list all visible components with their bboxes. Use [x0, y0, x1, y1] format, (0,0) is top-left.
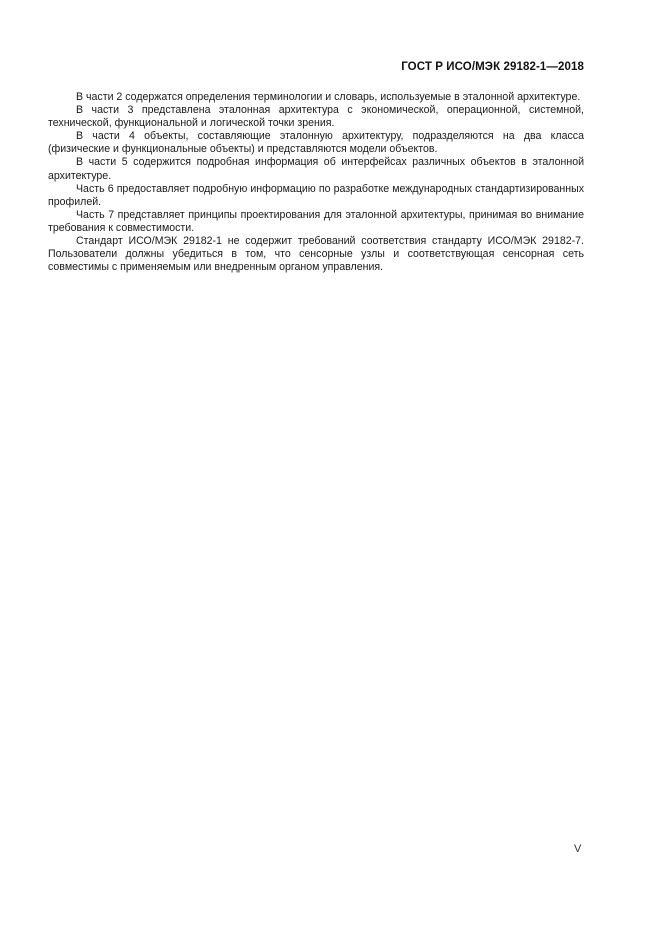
document-header-title: ГОСТ Р ИСО/МЭК 29182-1—2018 [401, 61, 584, 73]
paragraph-part-3: В части 3 представлена эталонная архитектура с экономической, операционной, системной, технической, функциональной и логической точки зрения. [48, 104, 584, 130]
paragraph-conformance: Стандарт ИСО/МЭК 29182-1 не содержит требований соответствия стандарту ИСО/МЭК 29182-7. Пользователи должны убедиться в том, что сенсорные узлы и соответствующая сенсорная сеть совместимы с применяемым или внедренным органом управления. [48, 235, 584, 274]
paragraph-part-7: Часть 7 представляет принципы проектирования для эталонной архитектуры, принимая во внимание требования к совместимости. [48, 208, 584, 234]
page-number: V [574, 843, 582, 855]
document-body [48, 91, 584, 274]
paragraph-part-4: В части 4 объекты, составляющие эталонную архитектуру, подразделяются на два класса (физические и функциональные объекты) и представляются модели объектов. [48, 130, 584, 156]
paragraph-part-5: В части 5 содержится подробная информация об интерфейсах различных объектов в эталонной архитектуре. [48, 156, 584, 182]
paragraph-part-6: Часть 6 предоставляет подробную информацию по разработке международных стандартизированных профилей. [48, 182, 584, 208]
paragraph-part-2: В части 2 содержатся определения терминологии и словарь, используемые в эталонной архитектуре. [76, 91, 581, 103]
